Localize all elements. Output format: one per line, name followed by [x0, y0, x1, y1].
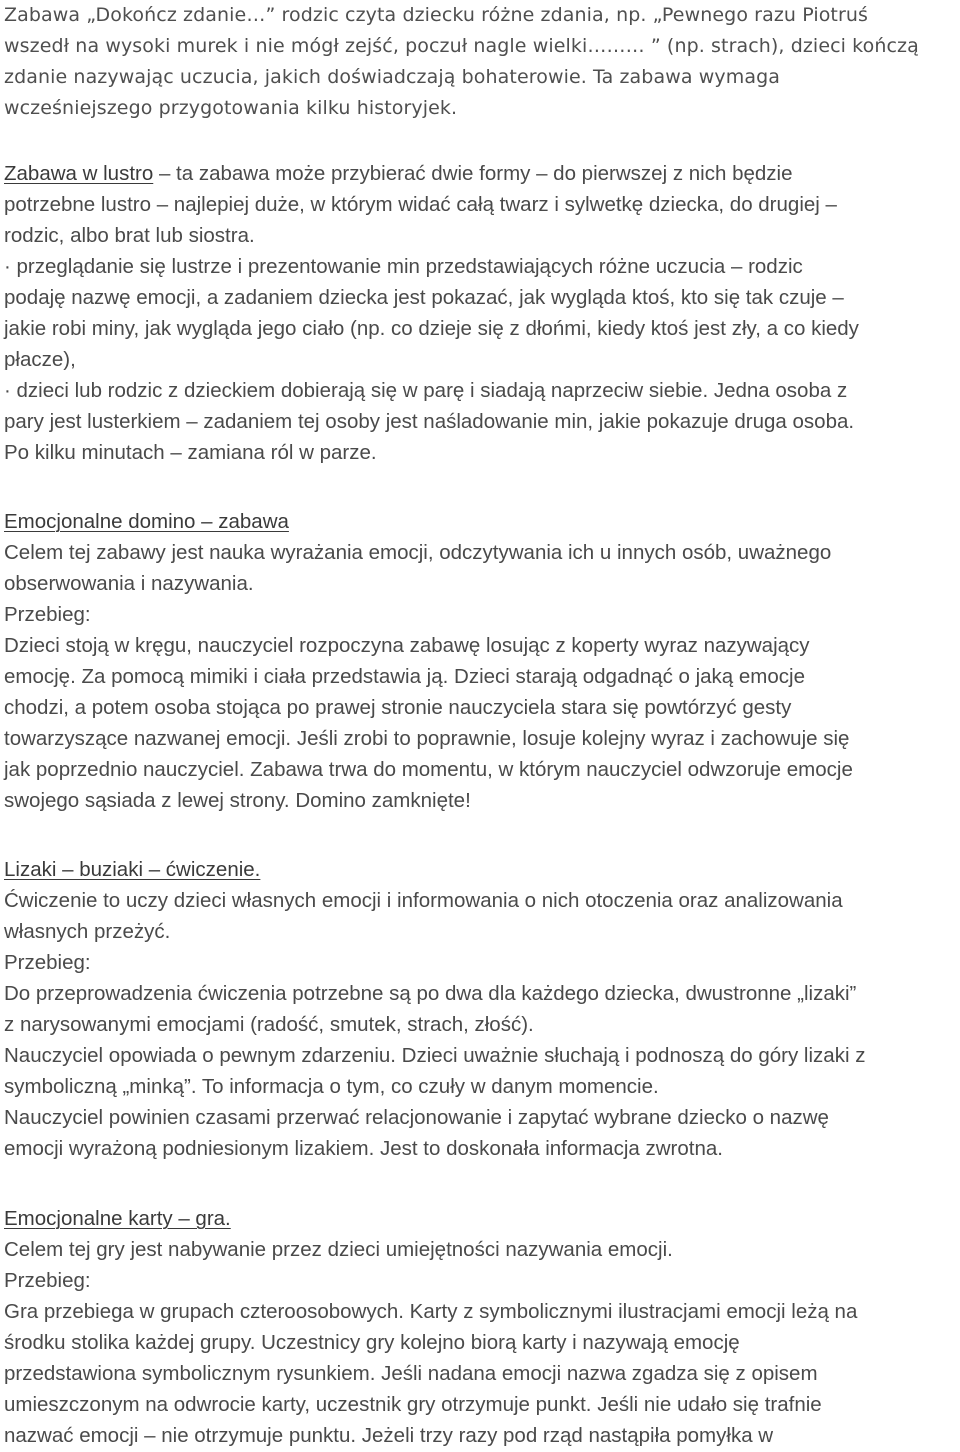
paragraph-line: wcześniejszego przygotowania kilku historyjek.	[4, 97, 458, 119]
paragraph-line: symboliczną „minką”. To informacja o tym, co czuły w danym momencie.	[4, 1075, 659, 1098]
bullet-line: · przeglądanie się lustrze i prezentowanie min przedstawiających różne uczucia – rodzic	[4, 255, 803, 278]
paragraph-line: nazwać emocji – nie otrzymuje punktu. Jeżeli trzy razy pod rząd nastąpiła pomyłka w	[4, 1424, 774, 1447]
section-heading: Lizaki – buziaki – ćwiczenie.	[4, 858, 261, 881]
section-heading: Zabawa w lustro	[4, 162, 154, 185]
paragraph-line: towarzyszące nazwanej emocji. Jeśli zrobi to poprawnie, losuje kolejny wyraz i zachowuje się	[4, 727, 850, 750]
paragraph-line: Celem tej zabawy jest nauka wyrażania emocji, odczytywania ich u innych osób, uważnego	[4, 541, 832, 564]
paragraph-line: emocję. Za pomocą mimiki i ciała przedstawia ją. Dzieci starają odgadnąć o jaką emocje	[4, 665, 805, 688]
paragraph-line: Gra przebiega w grupach czteroosobowych. Karty z symbolicznymi ilustracjami emocji leżą na	[4, 1300, 858, 1323]
paragraph-line: wszedł na wysoki murek i nie mógł zejść, poczuł nagle wielki……… ” (np. strach), dzieci kończą	[4, 35, 919, 57]
section-heading: Emocjonalne karty – gra.	[4, 1207, 231, 1230]
paragraph-line: rodzic, albo brat lub siostra.	[4, 224, 255, 247]
paragraph-line: przedstawiona symbolicznym rysunkiem. Jeśli nadana emocji nazwa zgadza się z opisem	[4, 1362, 818, 1385]
przebieg-label: Przebieg:	[4, 951, 91, 974]
paragraph-line: jakie robi miny, jak wygląda jego ciało (np. co dzieje się z dłońmi, kiedy ktoś jest zły, a co kiedy	[4, 317, 859, 340]
line-remainder: – ta zabawa może przybierać dwie formy – do pierwszej z nich będzie	[153, 162, 793, 185]
paragraph-line: podaję nazwę emocji, a zadaniem dziecka jest pokazać, jak wygląda ktoś, kto się tak czuje –	[4, 286, 844, 309]
paragraph-line: emocji wyrażoną podniesionym lizakiem. Jest to doskonała informacja zwrotna.	[4, 1137, 723, 1160]
paragraph-line: Celem tej gry jest nabywanie przez dzieci umiejętności nazywania emocji.	[4, 1238, 673, 1261]
paragraph-line: swojego sąsiada z lewej strony. Domino zamknięte!	[4, 789, 471, 812]
paragraph-line: płacze),	[4, 348, 76, 371]
paragraph-line: umieszczonym na odwrocie karty, uczestnik gry otrzymuje punkt. Jeśli nie udało się trafnie	[4, 1393, 822, 1416]
bullet-line: · dzieci lub rodzic z dzieckiem dobierają się w parę i siadają naprzeciw siebie. Jedna osoba z	[4, 379, 848, 402]
przebieg-label: Przebieg:	[4, 1269, 91, 1292]
paragraph-line: z narysowanymi emocjami (radość, smutek, strach, złość).	[4, 1013, 534, 1036]
paragraph-line: Dzieci stoją w kręgu, nauczyciel rozpoczyna zabawę losując z koperty wyraz nazywający	[4, 634, 810, 657]
paragraph-line: Ćwiczenie to uczy dzieci własnych emocji i informowania o nich otoczenia oraz analizowania	[4, 889, 843, 912]
przebieg-label: Przebieg:	[4, 603, 91, 626]
paragraph-line: Nauczyciel powinien czasami przerwać relacjonowanie i zapytać wybrane dziecko o nazwę	[4, 1106, 829, 1129]
section-heading: Emocjonalne domino – zabawa	[4, 510, 289, 533]
paragraph-line: potrzebne lustro – najlepiej duże, w którym widać całą twarz i sylwetkę dziecka, do drugiej –	[4, 193, 837, 216]
paragraph-line: zdanie nazywając uczucia, jakich doświadczają bohaterowie. Ta zabawa wymaga	[4, 66, 780, 88]
paragraph-line: środku stolika każdej grupy. Uczestnicy gry kolejno biorą karty i nazywają emocję	[4, 1331, 740, 1354]
paragraph-line: Po kilku minutach – zamiana ról w parze.	[4, 441, 377, 464]
paragraph-line	[4, 159, 792, 189]
paragraph-line: Nauczyciel opowiada o pewnym zdarzeniu. Dzieci uważnie słuchają i podnoszą do góry lizaki z	[4, 1044, 866, 1067]
paragraph-line: jak poprzednio nauczyciel. Zabawa trwa do momentu, w którym nauczyciel odwzoruje emocje	[4, 758, 853, 781]
paragraph-line: Zabawa „Dokończ zdanie…” rodzic czyta dziecku różne zdania, np. „Pewnego razu Piotruś	[4, 4, 869, 26]
paragraph-line: pary jest lusterkiem – zadaniem tej osoby jest naśladowanie min, jakie pokazuje druga osoba.	[4, 410, 855, 433]
paragraph-line: własnych przeżyć.	[4, 920, 171, 943]
paragraph-line: Do przeprowadzenia ćwiczenia potrzebne są po dwa dla każdego dziecka, dwustronne „lizaki”	[4, 982, 857, 1005]
paragraph-line: obserwowania i nazywania.	[4, 572, 254, 595]
paragraph-line: chodzi, a potem osoba stojąca po prawej stronie nauczyciela stara się powtórzyć gesty	[4, 696, 792, 719]
